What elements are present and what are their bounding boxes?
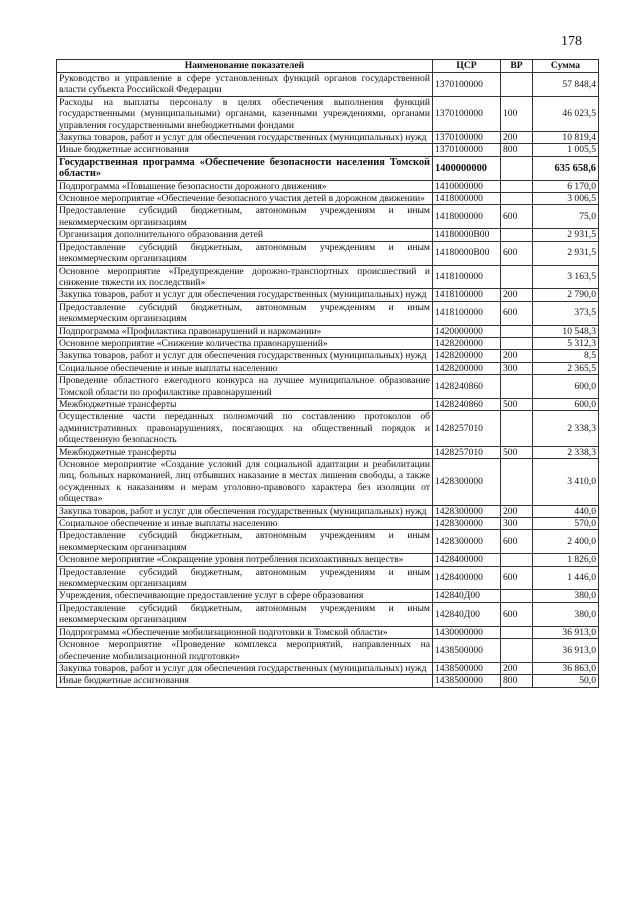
row-csr-cell: 1418100000	[433, 301, 501, 325]
header-csr: ЦСР	[433, 60, 501, 73]
row-csr-cell: 1428257010	[433, 446, 501, 458]
row-csr-cell: 1438500000	[433, 675, 501, 687]
row-vr-cell: 200	[501, 662, 533, 674]
row-csr-cell: 1428257010	[433, 411, 501, 446]
row-csr-cell: 1428300000	[433, 505, 501, 517]
row-name-cell: Закупка товаров, работ и услуг для обеспечения государственных (муниципальных) нужд	[57, 505, 433, 517]
table-row	[57, 398, 599, 410]
row-sum-cell: 57 848,4	[533, 73, 599, 97]
table-row	[57, 156, 599, 180]
row-name-cell: Руководство и управление в сфере установленных функций органов государственной власти субъекта Российской Федерации	[57, 73, 433, 97]
row-sum-cell: 10 819,4	[533, 132, 599, 144]
row-sum-cell: 8,5	[533, 350, 599, 362]
row-vr-cell: 500	[501, 398, 533, 410]
row-csr-cell: 1370100000	[433, 96, 501, 131]
row-csr-cell: 1370100000	[433, 132, 501, 144]
row-name-cell: Иные бюджетные ассигнования	[57, 675, 433, 687]
row-name-cell: Учреждения, обеспечивающие предоставление услуг в сфере образования	[57, 590, 433, 602]
row-csr-cell: 1428300000	[433, 518, 501, 530]
row-name-cell: Межбюджетные трансферты	[57, 446, 433, 458]
row-csr-cell: 1428300000	[433, 459, 501, 506]
row-vr-cell	[501, 156, 533, 180]
row-name-cell: Закупка товаров, работ и услуг для обеспечения государственных (муниципальных) нужд	[57, 289, 433, 301]
row-name-cell: Основное мероприятие «Предупреждение дорожно-транспортных происшествий и снижение тяжести их последствий»	[57, 265, 433, 289]
row-sum-cell: 635 658,6	[533, 156, 599, 180]
table-row	[57, 505, 599, 517]
row-name-cell: Проведение областного ежегодного конкурса на лучшее муниципальное образование Томской области по профилактике правонарушений	[57, 375, 433, 399]
row-csr-cell: 1418100000	[433, 289, 501, 301]
row-vr-cell: 600	[501, 241, 533, 265]
row-vr-cell: 200	[501, 289, 533, 301]
row-sum-cell: 1 005,5	[533, 144, 599, 156]
row-sum-cell: 373,5	[533, 301, 599, 325]
row-vr-cell: 200	[501, 132, 533, 144]
row-name-cell: Основное мероприятие «Проведение комплекса мероприятий, направленных на обеспечение мобилизационной подготовки»	[57, 639, 433, 663]
row-vr-cell: 300	[501, 518, 533, 530]
row-csr-cell: 1410000000	[433, 180, 501, 192]
row-csr-cell: 14180000В00	[433, 241, 501, 265]
table-row	[57, 662, 599, 674]
row-sum-cell: 1 826,0	[533, 554, 599, 566]
row-csr-cell: 1370100000	[433, 144, 501, 156]
row-sum-cell: 3 410,0	[533, 459, 599, 506]
table-row	[57, 73, 599, 97]
table-row	[57, 96, 599, 131]
row-vr-cell: 200	[501, 350, 533, 362]
row-sum-cell: 380,0	[533, 590, 599, 602]
row-sum-cell: 2 338,3	[533, 411, 599, 446]
row-csr-cell: 1400000000	[433, 156, 501, 180]
row-csr-cell: 1418000000	[433, 205, 501, 229]
row-sum-cell: 380,0	[533, 602, 599, 626]
table-body	[57, 73, 599, 688]
table-row	[57, 411, 599, 446]
table-row	[57, 446, 599, 458]
row-sum-cell: 6 170,0	[533, 180, 599, 192]
row-vr-cell: 600	[501, 301, 533, 325]
row-name-cell: Государственная программа «Обеспечение безопасности населения Томской области»	[57, 156, 433, 180]
budget-table	[56, 59, 599, 688]
row-vr-cell: 600	[501, 566, 533, 590]
row-vr-cell: 600	[501, 205, 533, 229]
row-csr-cell: 1370100000	[433, 73, 501, 97]
row-name-cell: Подпрограмма «Обеспечение мобилизационной подготовки в Томской области»	[57, 626, 433, 638]
row-vr-cell	[501, 325, 533, 337]
row-vr-cell: 300	[501, 362, 533, 374]
row-csr-cell: 1438500000	[433, 662, 501, 674]
row-sum-cell: 3 006,5	[533, 193, 599, 205]
row-sum-cell: 36 863,0	[533, 662, 599, 674]
row-vr-cell	[501, 229, 533, 241]
row-sum-cell: 2 790,0	[533, 289, 599, 301]
row-vr-cell	[501, 459, 533, 506]
row-name-cell: Предоставление субсидий бюджетным, автономным учреждениям и иным некоммерческим организациям	[57, 241, 433, 265]
table-row	[57, 301, 599, 325]
table-row	[57, 132, 599, 144]
table-row	[57, 205, 599, 229]
row-name-cell: Предоставление субсидий бюджетным, автономным учреждениям и иным некоммерческим организациям	[57, 301, 433, 325]
row-name-cell: Закупка товаров, работ и услуг для обеспечения государственных (муниципальных) нужд	[57, 350, 433, 362]
row-vr-cell	[501, 375, 533, 399]
row-name-cell: Предоставление субсидий бюджетным, автономным учреждениям и иным некоммерческим организациям	[57, 530, 433, 554]
row-name-cell: Подпрограмма «Повышение безопасности дорожного движения»	[57, 180, 433, 192]
row-name-cell: Межбюджетные трансферты	[57, 398, 433, 410]
table-row	[57, 144, 599, 156]
row-sum-cell: 2 338,3	[533, 446, 599, 458]
row-name-cell: Организация дополнительного образования детей	[57, 229, 433, 241]
row-sum-cell: 2 931,5	[533, 241, 599, 265]
row-vr-cell	[501, 265, 533, 289]
table-row	[57, 265, 599, 289]
row-sum-cell: 36 913,0	[533, 639, 599, 663]
row-csr-cell: 1420000000	[433, 325, 501, 337]
row-name-cell: Закупка товаров, работ и услуг для обеспечения государственных (муниципальных) нужд	[57, 662, 433, 674]
row-vr-cell	[501, 73, 533, 97]
row-vr-cell: 200	[501, 505, 533, 517]
row-sum-cell: 75,0	[533, 205, 599, 229]
table-row	[57, 518, 599, 530]
table-row	[57, 229, 599, 241]
table-row	[57, 362, 599, 374]
table-row	[57, 325, 599, 337]
row-name-cell: Основное мероприятие «Обеспечение безопасного участия детей в дорожном движении»	[57, 193, 433, 205]
table-row	[57, 289, 599, 301]
row-name-cell: Основное мероприятие «Создание условий для социальной адаптации и реабилитации лиц, больных наркоманией, лиц отбывших наказание в местах лишения свободы, а также осужденных к наказаниям и мерам уголовно-правового характера без изоляции от общества»	[57, 459, 433, 506]
row-vr-cell	[501, 180, 533, 192]
table-row	[57, 350, 599, 362]
table-row	[57, 590, 599, 602]
row-name-cell: Осуществление части переданных полномочий по составлению протоколов об административных правонарушениях, посягающих на общественный порядок и общественную безопасность	[57, 411, 433, 446]
table-row	[57, 180, 599, 192]
row-csr-cell: 1418000000	[433, 193, 501, 205]
row-vr-cell: 800	[501, 675, 533, 687]
row-sum-cell: 2 365,5	[533, 362, 599, 374]
row-csr-cell: 1428300000	[433, 530, 501, 554]
table-row	[57, 193, 599, 205]
row-name-cell: Закупка товаров, работ и услуг для обеспечения государственных (муниципальных) нужд	[57, 132, 433, 144]
table-row	[57, 241, 599, 265]
table-row	[57, 375, 599, 399]
table-row	[57, 530, 599, 554]
row-csr-cell: 1430000000	[433, 626, 501, 638]
row-csr-cell: 1418100000	[433, 265, 501, 289]
row-csr-cell: 1428200000	[433, 350, 501, 362]
table-row	[57, 459, 599, 506]
row-csr-cell: 1438500000	[433, 639, 501, 663]
header-sum: Сумма	[533, 60, 599, 73]
table-row	[57, 337, 599, 349]
row-csr-cell: 1428240860	[433, 398, 501, 410]
row-vr-cell	[501, 554, 533, 566]
row-name-cell: Социальное обеспечение и иные выплаты населению	[57, 518, 433, 530]
row-csr-cell: 1428240860	[433, 375, 501, 399]
row-csr-cell: 1428400000	[433, 566, 501, 590]
row-vr-cell: 600	[501, 602, 533, 626]
row-name-cell: Расходы на выплаты персоналу в целях обеспечения выполнения функций государственными (муниципальными) органами, казенными учреждениями, органами управления государственными внебюджетными фондами	[57, 96, 433, 131]
row-name-cell: Предоставление субсидий бюджетным, автономным учреждениям и иным некоммерческим организациям	[57, 566, 433, 590]
row-sum-cell: 46 023,5	[533, 96, 599, 131]
row-vr-cell	[501, 590, 533, 602]
header-vr: ВР	[501, 60, 533, 73]
row-sum-cell: 5 312,3	[533, 337, 599, 349]
row-csr-cell: 142840Д00	[433, 602, 501, 626]
row-sum-cell: 2 931,5	[533, 229, 599, 241]
row-vr-cell: 100	[501, 96, 533, 131]
row-name-cell: Иные бюджетные ассигнования	[57, 144, 433, 156]
row-vr-cell	[501, 639, 533, 663]
row-sum-cell: 440,0	[533, 505, 599, 517]
row-name-cell: Основное мероприятие «Сокращение уровня потребления психоактивных веществ»	[57, 554, 433, 566]
row-sum-cell: 2 400,0	[533, 530, 599, 554]
row-vr-cell	[501, 626, 533, 638]
table-header-row	[57, 60, 599, 73]
row-csr-cell: 14180000В00	[433, 229, 501, 241]
row-sum-cell: 570,0	[533, 518, 599, 530]
row-csr-cell: 142840Д00	[433, 590, 501, 602]
row-vr-cell: 600	[501, 530, 533, 554]
row-sum-cell: 1 446,0	[533, 566, 599, 590]
row-csr-cell: 1428200000	[433, 337, 501, 349]
row-sum-cell: 10 548,3	[533, 325, 599, 337]
row-vr-cell	[501, 337, 533, 349]
header-name: Наименование показателей	[57, 60, 433, 73]
row-sum-cell: 3 163,5	[533, 265, 599, 289]
row-vr-cell	[501, 193, 533, 205]
row-vr-cell: 500	[501, 446, 533, 458]
row-name-cell: Предоставление субсидий бюджетным, автономным учреждениям и иным некоммерческим организациям	[57, 602, 433, 626]
row-name-cell: Подпрограмма «Профилактика правонарушений и наркомании»	[57, 325, 433, 337]
row-vr-cell	[501, 411, 533, 446]
row-sum-cell: 600,0	[533, 375, 599, 399]
row-sum-cell: 600,0	[533, 398, 599, 410]
table-row	[57, 554, 599, 566]
table-row	[57, 626, 599, 638]
table-row	[57, 639, 599, 663]
row-name-cell: Социальное обеспечение и иные выплаты населению	[57, 362, 433, 374]
table-row	[57, 675, 599, 687]
row-csr-cell: 1428400000	[433, 554, 501, 566]
row-vr-cell: 800	[501, 144, 533, 156]
page-number: 178	[561, 34, 582, 49]
row-sum-cell: 36 913,0	[533, 626, 599, 638]
row-name-cell: Предоставление субсидий бюджетным, автономным учреждениям и иным некоммерческим организациям	[57, 205, 433, 229]
table-row	[57, 566, 599, 590]
row-name-cell: Основное мероприятие «Снижение количества правонарушений»	[57, 337, 433, 349]
row-csr-cell: 1428200000	[433, 362, 501, 374]
row-sum-cell: 50,0	[533, 675, 599, 687]
table-row	[57, 602, 599, 626]
